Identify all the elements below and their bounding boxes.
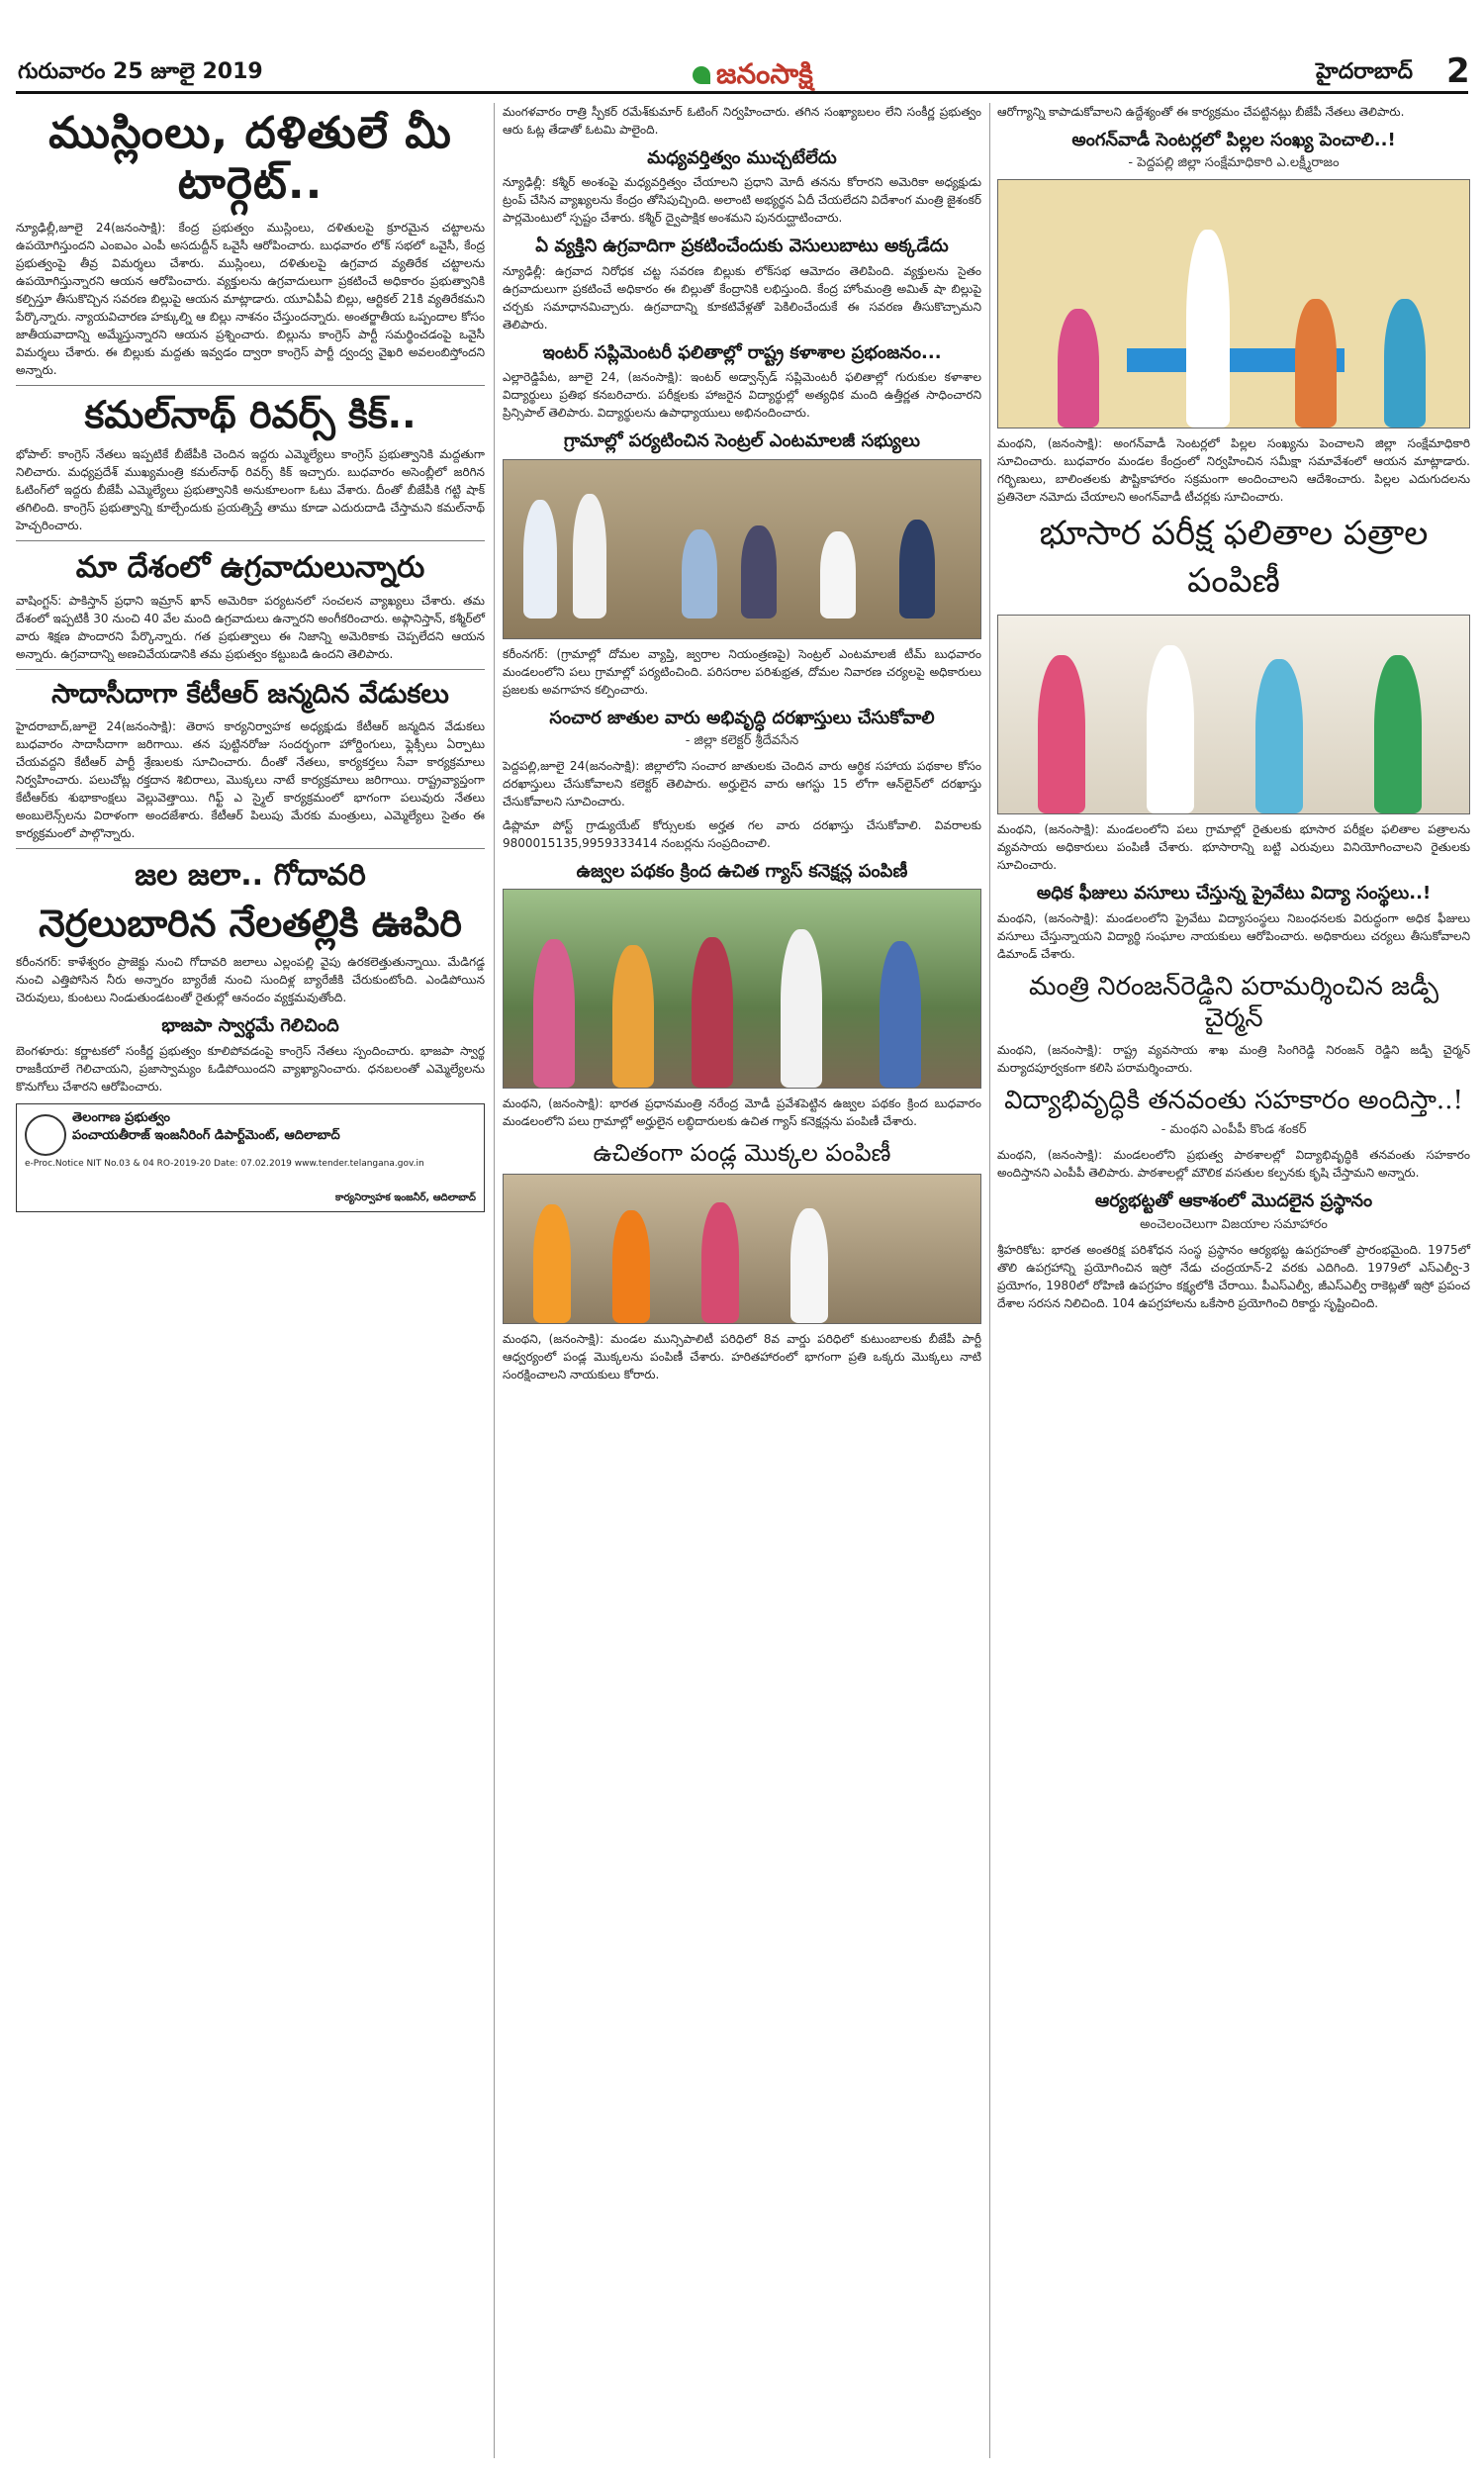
headline: అంగన్‌వాడీ సెంటర్లలో పిల్లల సంఖ్య పెంచాలి..! [1071, 130, 1396, 150]
article-body: భోపాల్: కాంగ్రెస్ నేతలు ఇప్పటికే బీజేపీకి చెందిన ఇద్దరు ఎమ్మెల్యేలు కాంగ్రెస్ ప్రభుత్వానికి మద్దతుగా నిలిచారు. మధ్యప్రదేశ్ ముఖ్యమంత్రి కమల్‌నాథ్ రివర్స్ కిక్ ఇచ్చారు. బుధవారం అసెంబ్లీలో జరిగిన ఓటింగ్‌లో ఇద్దరు బీజేపీ ఎమ్మెల్యేలు ప్రభుత్వానికి అనుకూలంగా ఓటు వేశారు. దీంతో బీజేపీకి గట్టి షాక్ తగిలింది. కాంగ్రెస్ ప్రభుత్వాన్ని కూల్చేందుకు ప్రయత్నిస్తే తాము కూడా ఎదురుదాడి చేస్తామని కమల్‌నాథ్ హెచ్చరించారు. [16, 446, 485, 532]
article-body: మంథని, (జనంసాక్షి): మండలంలోని ప్రైవేటు విద్యాసంస్థలు నిబంధనలకు విరుద్ధంగా అధిక ఫీజులు వసూలు చేస్తున్నాయని విద్యార్థి సంఘాల నాయకులు ఆరోపించారు. అధికారులు చర్యలు తీసుకోవాలని డిమాండ్ చేశారు. [997, 910, 1470, 961]
byline: - పెద్దపల్లి జిల్లా సంక్షేమాధికారి ఎ.లక్ష్మీరాజం [1128, 155, 1340, 171]
headline: అధిక ఫీజులు వసూలు చేస్తున్న ప్రైవేటు విద్యా సంస్థలు..! [1036, 883, 1432, 904]
byline: - మంథని ఎంపీపీ కొండ శంకర్ [1160, 1122, 1307, 1138]
subheadline: అంచెలంచెలుగా విజయాల సమాహారం [1140, 1216, 1328, 1232]
article-body: ఎల్లారెడ్డిపేట, జూలై 24, (జనంసాక్షి): ఇంటర్ అడ్వాన్స్‌డ్ సప్లిమెంటరీ ఫలితాల్లో గురుకుల కళాశాల విద్యార్థులు ప్రతిభ కనబరిచారు. పరీక్షలకు హాజరైన విద్యార్థుల్లో అత్యధిక మంది ఉత్తీర్ణత సాధించారని ప్రిన్సిపాల్ తెలిపారు. విద్యార్థులను ఉపాధ్యాయులు అభినందించారు. [503, 370, 981, 421]
entomology-team-photo [503, 459, 981, 639]
article-body: వాషింగ్టన్: పాకిస్తాన్ ప్రధాని ఇమ్రాన్ ఖాన్ అమెరికా పర్యటనలో సంచలన వ్యాఖ్యలు చేశారు. తమ దేశంలో ఇప్పటికీ 30 నుంచి 40 వేల మంది ఉగ్రవాదులు ఉన్నారని అంగీకరించారు. అఫ్గానిస్తాన్, కశ్మీర్‌లో వారు శిక్షణ పొందారని పేర్కొన్నారు. గత ప్రభుత్వాలు ఈ నిజాన్ని అమెరికాకు చెప్పలేదని ఆయన అన్నారు. ఉగ్రవాదాన్ని అణచివేయడానికి తమ ప్రభుత్వం కట్టుబడి ఉందని తెలిపారు. [16, 594, 485, 662]
headline: సంచార జాతుల వారు అభివృద్ధి దరఖాస్తులు చేసుకోవాలి [549, 707, 935, 728]
plant-distribution-photo [503, 1174, 981, 1324]
column-divider [989, 103, 990, 2458]
divider [16, 669, 485, 670]
headline: ఇంటర్ సప్లిమెంటరీ ఫలితాల్లో రాష్ట్ర కళాశాల ప్రభంజనం... [542, 341, 942, 363]
headline: ఏ వ్యక్తిని ఉగ్రవాదిగా ప్రకటించేందుకు వెసులుబాటు అక్కడేదు [535, 236, 949, 257]
ad-reference: e-Proc.Notice NIT No.03 & 04 RO-2019-20 Date: 07.02.2019 www.tender.telangana.gov.in [25, 1158, 424, 1169]
divider [16, 848, 485, 849]
headline: గ్రామాల్లో పర్యటించిన సెంట్రల్ ఎంటమాలజీ సభ్యులు [564, 430, 920, 452]
article-body: ఆరోగ్యాన్ని కాపాడుకోవాలని ఉద్దేశ్యంతో ఈ కార్యక్రమం చేపట్టినట్లు బీజేపీ నేతలు తెలిపారు. [997, 105, 1405, 119]
byline: - జిల్లా కలెక్టర్ శ్రీదేవసేన [685, 732, 799, 748]
article-body: శ్రీహరికోట: భారత అంతరిక్ష పరిశోధన సంస్థ ప్రస్థానం ఆర్యభట్ట ఉపగ్రహంతో ప్రారంభమైంది. 1975లో తొలి ఉపగ్రహాన్ని ప్రయోగించిన ఇస్రో నేడు చంద్రయాన్-2 వరకు ఎదిగింది. 1979లో ఎస్ఎల్వీ-3 ప్రయోగం, 1980లో రోహిణి ఉపగ్రహం కక్ష్యలోకి చేరాయి. పీఎస్ఎల్వీ, జీఎస్ఎల్వీ రాకెట్లతో ఇస్రో ప్రపంచ దేశాల సరసన నిలిచింది. 104 ఉపగ్రహాలను ఒకేసారి ప్రయోగించి రికార్డు సృష్టించింది. [997, 1242, 1470, 1310]
leaf-icon [693, 66, 710, 84]
tender-advertisement [16, 1103, 485, 1212]
headline: భూసార పరీక్ష ఫలితాల పత్రాల పంపిణీ [1039, 514, 1429, 602]
article-body: మంథని, (జనంసాక్షి): మండల మున్సిపాలిటీ పరిధిలో 8వ వార్డు పరిధిలో కుటుంబాలకు బీజేపీ పార్టీ ఆధ్వర్యంలో పండ్ల మొక్కలను పంపిణీ చేశారు. హరితహారంలో భాగంగా ప్రతి ఒక్కరు మొక్కలు నాటి సంరక్షించాలని నాయకులు కోరారు. [503, 1332, 981, 1382]
masthead-rule [16, 91, 1468, 94]
headline: జల జలా.. గోదావరి [135, 858, 366, 894]
logo-text: జనంసాక్షి [716, 57, 813, 90]
column-1 [16, 103, 485, 1212]
edition-city: హైదరాబాద్ [1316, 59, 1413, 84]
ad-title: తెలంగాణ ప్రభుత్వం [72, 1109, 170, 1125]
article-body: పెద్దపల్లి,జూలై 24(జనంసాక్షి): జిల్లాలోని సంచార జాతులకు చెందిన వారు ఆర్థిక సహాయ పథకాల కోసం దరఖాస్తులు చేసుకోవాలని కలెక్టర్ తెలిపారు. అర్హులైన వారు ఆగస్టు 15 లోగా ఆన్‌లైన్‌లో దరఖాస్తు చేసుకోవాలని సూచించారు. [503, 758, 981, 809]
article-body: మంథని, (జనంసాక్షి): మండలంలోని ప్రభుత్వ పాఠశాలల్లో విద్యాభివృద్ధికి తనవంతు సహకారం అందిస్తానని ఎంపీపీ తెలిపారు. పాఠశాలల్లో మౌలిక వసతుల కల్పనకు కృషి చేస్తామని అన్నారు. [997, 1148, 1470, 1181]
article-body: మంథని, (జనంసాక్షి): మండలంలోని పలు గ్రామాల్లో రైతులకు భూసార పరీక్షల ఫలితాల పత్రాలను వ్యవసాయ అధికారులు పంపిణీ చేశారు. భూసారాన్ని బట్టి ఎరువులు వినియోగించాలని రైతులకు సూచించారు. [997, 822, 1470, 873]
headline: ముస్లింలు, దళితులే మీ టార్గెట్.. [48, 108, 452, 209]
article-body: హైదరాబాద్,జూలై 24(జనంసాక్షి): తెరాస కార్యనిర్వాహక అధ్యక్షుడు కేటీఆర్ జన్మదిన వేడుకలు బుధవారం సాదాసీదాగా జరిగాయి. తన పుట్టినరోజు సందర్భంగా హోర్డింగులు, ఫ్లెక్సీలు ఏర్పాటు చేయవద్దని కేటీఆర్ పార్టీ శ్రేణులకు సూచించారు. దీంతో నేతలు, కార్యకర్తలు సేవా కార్యక్రమాలు నిర్వహించారు. పలుచోట్ల రక్తదాన శిబిరాలు, మొక్కలు నాటే కార్యక్రమాలు జరిగాయి. రాష్ట్రవ్యాప్తంగా కేటీఆర్‌కు శుభాకాంక్షలు వెల్లువెత్తాయి. గిఫ్ట్ ఎ స్మైల్ కార్యక్రమంలో భాగంగా పలువురు నేతలు అంబులెన్స్‌లను విరాళంగా అందజేశారు. కేటీఆర్ పిలుపు మేరకు మంత్రులు, ఎమ్మెల్యేలు సైతం ఈ కార్యక్రమంలో పాల్గొన్నారు. [16, 719, 485, 841]
article-body: మంథని, (జనంసాక్షి): భారత ప్రధానమంత్రి నరేంద్ర మోడీ ప్రవేశపెట్టిన ఉజ్వల పథకం క్రింద బుధవారం మండలంలోని పలు గ్రామాల్లో అర్హులైన లబ్ధిదారులకు ఉచిత గ్యాస్ కనెక్షన్లను పంపిణీ చేశారు. [503, 1096, 981, 1129]
article-body: బెంగళూరు: కర్ణాటకలో సంకీర్ణ ప్రభుత్వం కూలిపోవడంపై కాంగ్రెస్ నేతలు స్పందించారు. భాజపా స్వార్థ రాజకీయాలే గెలిచాయని, ప్రజాస్వామ్యం ఓడిపోయిందని వ్యాఖ్యానించారు. ధనబలంతో ఎమ్మెల్యేలను కొనుగోలు చేశారని ఆరోపించారు. [16, 1043, 485, 1094]
anganwadi-meeting-photo [997, 179, 1470, 428]
government-seal-icon [25, 1114, 66, 1156]
headline: కమల్‌నాథ్ రివర్స్ కిక్.. [84, 393, 417, 437]
headline: ఉజ్వల పథకం క్రింద ఉచిత గ్యాస్ కనెక్షన్ల పంపిణీ [576, 860, 908, 882]
masthead [0, 0, 1484, 91]
gas-connection-photo [503, 889, 981, 1089]
column-2 [503, 103, 981, 1389]
article-body: మంగళవారం రాత్రి స్పీకర్ రమేశ్‌కుమార్ ఓటింగ్ నిర్వహించారు. తగిన సంఖ్యాబలం లేని సంకీర్ణ ప్రభుత్వం ఆరు ఓట్ల తేడాతో ఓటమి పాలైంది. [503, 105, 981, 137]
headline: ఉచితంగా పండ్ల మొక్కల పంపిణీ [593, 1139, 891, 1168]
issue-date: గురువారం 25 జూలై 2019 [18, 59, 263, 84]
ad-department: పంచాయతీరాజ్ ఇంజనీరింగ్ డిపార్ట్‌మెంట్, ఆదిలాబాద్ [72, 1127, 340, 1143]
article-body: కరీంనగర్: కాళేశ్వరం ప్రాజెక్టు నుంచి గోదావరి జలాలు ఎల్లంపల్లి వైపు ఉరకలెత్తుతున్నాయి. మేడిగడ్డ నుంచి ఎత్తిపోసిన నీరు అన్నారం బ్యారేజీ నుంచి సుందిళ్ల బ్యారేజీకి చేరుకుంటోంది. ఎండిపోయిన చెరువులు, కుంటలు నిండుతుండటంతో రైతుల్లో ఆనందం వ్యక్తమవుతోంది. [16, 955, 485, 1005]
headline: విద్యాభివృద్ధికి తనవంతు సహకారం అందిస్తా..! [1004, 1085, 1463, 1115]
headline: నెర్రలుబారిన నేలతల్లికి ఊపిరి [39, 901, 462, 945]
headline: సాదాసీదాగా కేటీఆర్ జన్మదిన వేడుకలు [51, 679, 449, 711]
column-3 [997, 103, 1470, 1318]
divider [16, 385, 485, 386]
column-divider [494, 103, 495, 2458]
ad-signature: కార్యనిర్వాహక ఇంజనీర్, ఆదిలాబాద్ [334, 1191, 476, 1203]
headline: మంత్రి నిరంజన్‌రెడ్డిని పరామర్శించిన జడ్పీ చైర్మన్ [1028, 971, 1438, 1034]
divider [16, 540, 485, 541]
article-body: మంథని, (జనంసాక్షి): రాష్ట్ర వ్యవసాయ శాఖ మంత్రి సింగిరెడ్డి నిరంజన్ రెడ్డిని జడ్పీ చైర్మన్ మర్యాదపూర్వకంగా కలిసి పరామర్శించారు. [997, 1042, 1470, 1075]
headline: భాజపా స్వార్థమే గెలిచింది [161, 1015, 339, 1037]
article-body: న్యూఢిల్లీ: కశ్మీర్ అంశంపై మధ్యవర్తిత్వం చేయాలని ప్రధాని మోదీ తనను కోరారని అమెరికా అధ్యక్షుడు ట్రంప్ చేసిన వ్యాఖ్యలను కేంద్రం తోసిపుచ్చింది. అలాంటి అభ్యర్థన ఏదీ చేయలేదని విదేశాంగ మంత్రి జైశంకర్ పార్లమెంటులో స్పష్టం చేశారు. కశ్మీర్ ద్వైపాక్షిక అంశమని పునరుద్ఘాటించారు. [503, 175, 981, 226]
page-number: 2 [1446, 51, 1470, 91]
article-body: మంథని, (జనంసాక్షి): అంగన్‌వాడీ సెంటర్లలో పిల్లల సంఖ్యను పెంచాలని జిల్లా సంక్షేమాధికారి సూచించారు. బుధవారం మండల కేంద్రంలో నిర్వహించిన సమీక్షా సమావేశంలో ఆయన మాట్లాడారు. గర్భిణులు, బాలింతలకు పౌష్టికాహారం సక్రమంగా అందించాలని ఆదేశించారు. పిల్లల ఎదుగుదలను ప్రతినెలా నమోదు చేయాలని అంగన్‌వాడీ టీచర్లకు సూచించారు. [997, 436, 1470, 505]
article-body: న్యూఢిల్లీ: ఉగ్రవాద నిరోధక చట్ట సవరణ బిల్లుకు లోక్‌సభ ఆమోదం తెలిపింది. వ్యక్తులను సైతం ఉగ్రవాదులుగా ప్రకటించే అధికారం ఈ బిల్లుతో కేంద్రానికి లభిస్తుంది. కేంద్ర హోంమంత్రి అమిత్ షా బిల్లుపై చర్చకు సమాధానమిచ్చారు. ఉగ్రవాదాన్ని కూకటివేళ్లతో పెకిలించేందుకే ఈ సవరణ తీసుకొచ్చామని తెలిపారు. [503, 263, 981, 332]
headline: మా దేశంలో ఉగ్రవాదులున్నారు [75, 549, 425, 585]
headline: ఆర్యభట్టతో ఆకాశంలో మొదలైన ప్రస్థానం [1094, 1190, 1373, 1212]
article-body: న్యూఢిల్లీ,జూలై 24(జనంసాక్షి): కేంద్ర ప్రభుత్వం ముస్లింలు, దళితులపై క్రూరమైన చట్టాలను ఉపయోగిస్తుందని ఎంఐఎం ఎంపీ అసదుద్దీన్ ఒవైసీ ఆరోపించారు. బుధవారం లోక్ సభలో ఒవైసీ, కేంద్ర ప్రభుత్వంపై తీవ్ర విమర్శలు చేశారు. ముస్లింలు, దళితులపై ఉగ్రవాద వ్యతిరేక చట్టాలను ఉపయోగిస్తున్నారని ఆయన ఆరోపించారు. వ్యక్తులను ఉగ్రవాదులుగా ప్రకటించే అధికారం ప్రభుత్వానికి కల్పిస్తూ తీసుకొచ్చిన సవరణ బిల్లుపై ఆయన మాట్లాడారు. యూఏపీఏ బిల్లు, ఆర్టికల్ 21కి వ్యతిరేకమని పేర్కొన్నారు. న్యాయవిచారణ హక్కుల్ని ఆ బిల్లు నాశనం చేస్తుందన్నారు. అంతర్జాతీయ ఒప్పందాల కోసం జాతీయవాదాన్ని అమ్మేస్తున్నారని ఆయన ప్రశ్నించారు. బిల్లును కాంగ్రెస్ పార్టీ సమర్థించడంపై ఒవైసీ విమర్శలు చేశారు. ఈ బిల్లుకు మద్దతు ఇవ్వడం ద్వారా కాంగ్రెస్ పార్టీ ద్వంద్వ వైఖరి అవలంబిస్తోందని అన్నారు. [16, 221, 485, 378]
headline: మధ్యవర్తిత్వం ముచ్చటేలేదు [647, 147, 837, 168]
article-body: డిప్లొమా పోస్ట్ గ్రాడ్యుయేట్ కోర్సులకు అర్హత గల వారు దరఖాస్తు చేసుకోవాలి. వివరాలకు 9800015135,9959333414 నంబర్లను సంప్రదించాలి. [503, 817, 981, 850]
soil-test-distribution-photo [997, 615, 1470, 814]
article-body: కరీంనగర్: (గ్రామాల్లో దోమల వ్యాప్తి, జ్వరాల నియంత్రణపై) సెంట్రల్ ఎంటమాలజీ టీమ్ బుధవారం మండలంలోని పలు గ్రామాల్లో పర్యటించింది. పరిసరాల పరిశుభ్రత, దోమల నివారణ చర్యలపై అధికారులు ప్రజలకు అవగాహన కల్పించారు. [503, 646, 981, 697]
